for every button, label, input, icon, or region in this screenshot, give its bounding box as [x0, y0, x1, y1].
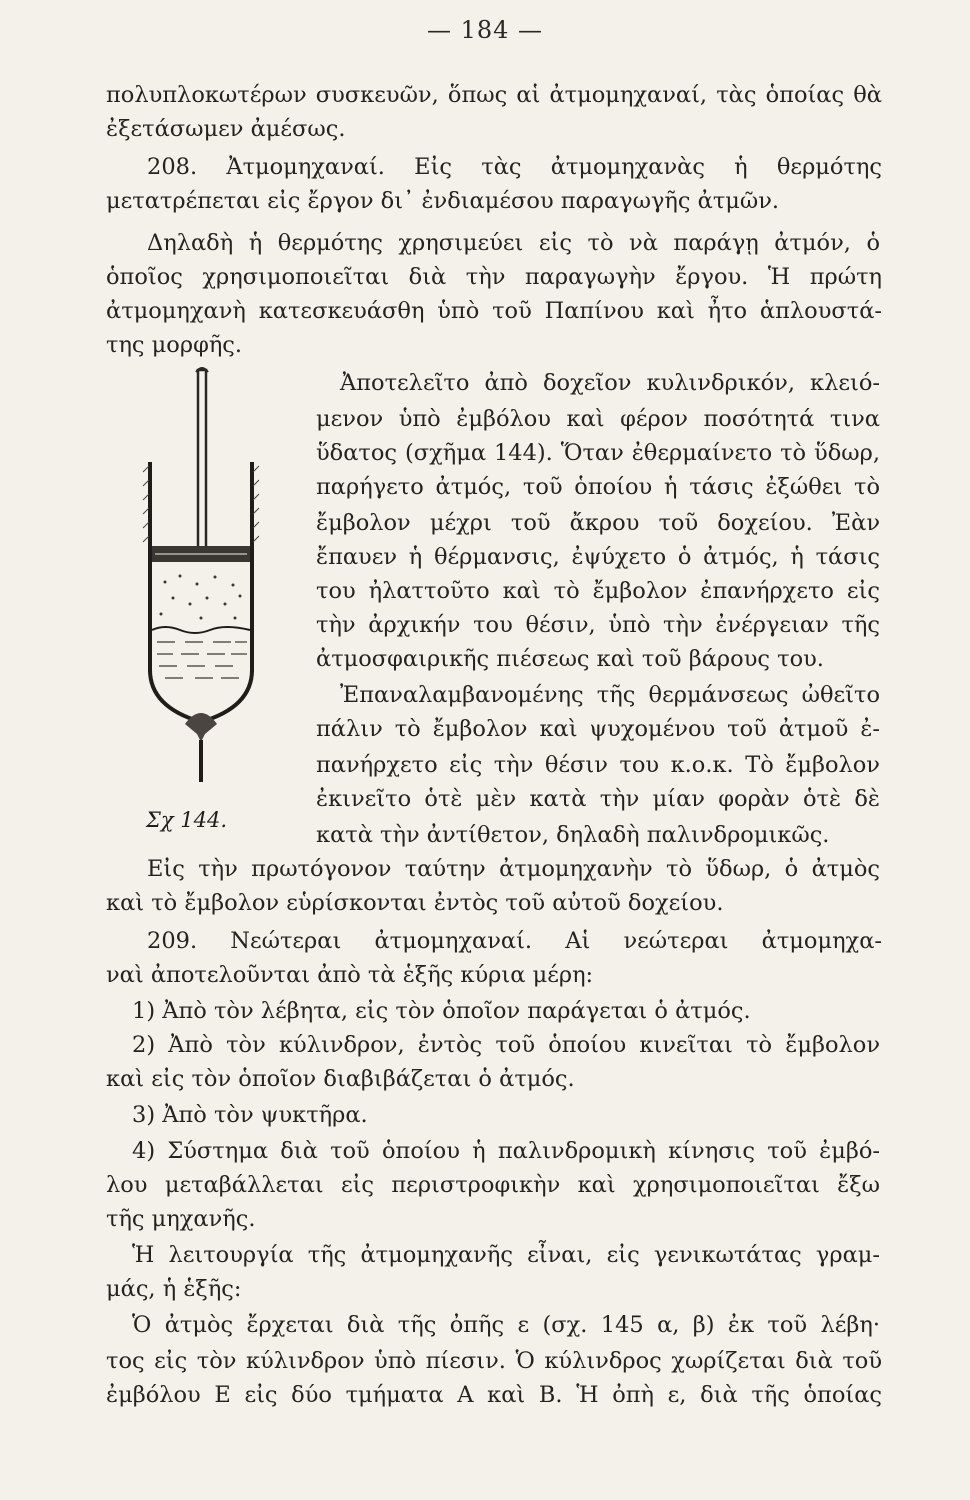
list-item: 3) Ἀπὸ τὸν ψυκτῆρα. [132, 1102, 368, 1128]
text-line: τὴν ἀρχικήν του θέσιν, ὑπὸ τὴν ἐνέργειαν τῆς [316, 612, 880, 638]
text-line: Ἐπαναλαμβανομένης τῆς θερμάνσεως ὠθεῖτο [340, 682, 880, 708]
text-line: πάλιν τὸ ἔμβολον καὶ ψυχομένου τοῦ ἀτμοῦ ἐ- [316, 716, 880, 742]
text-line: Ἀποτελεῖτο ἀπὸ δοχεῖον κυλινδρικόν, κλειό- [340, 370, 880, 396]
papin-cylinder-figure [135, 362, 265, 792]
list-item: 4) Σύστημα διὰ τοῦ ὁποίου ἡ παλινδρομικὴ κίνησις τοῦ ἐμβό- [132, 1138, 880, 1164]
text-line: Εἰς τὴν πρωτόγονον ταύτην ἀτμομηχανὴν τὸ ὕδωρ, ὁ ἀτμὸς [147, 856, 880, 882]
text-line: μενον ὑπὸ ἐμβόλου καὶ φέρον ποσότητά τινα [316, 406, 880, 432]
text-line: τος εἰς τὸν κύλινδρον ὑπὸ πίεσιν. Ὁ κύλινδρος χωρίζεται διὰ τοῦ [106, 1348, 882, 1374]
text-line: Ἡ λειτουργία τῆς ἀτμομηχανῆς εἶναι, εἰς γενικωτάτας γραμ- [132, 1242, 880, 1268]
text-line: ὕδατος (σχῆμα 144). Ὅταν ἐθερμαίνετο τὸ ὕδωρ, [316, 440, 880, 466]
text-line-italic-end: κατὰ τὴν ἀντίθετον, δηλαδὴ παλινδρομικῶς. [316, 822, 830, 848]
text-line: ἔπαυεν ἡ θέρμανσις, ἐψύχετο ὁ ἀτμός, ἡ τάσις [316, 544, 880, 570]
text-line: παρήγετο ἀτμός, τοῦ ὁποίου ἡ τάσις ἐξώθει τὸ [316, 474, 880, 500]
text-line: ἀτμοσφαιρικῆς πιέσεως καὶ τοῦ βάρους του. [316, 646, 824, 672]
text-line: λου μεταβάλλεται εἰς περιστροφικὴν καὶ χρησιμοποιεῖται ἔξω [106, 1172, 880, 1198]
text-line: του ἠλαττοῦτο καὶ τὸ ἔμβολον ἐπανήρχετο εἰς [316, 578, 880, 604]
text-line: ἐμβόλου Ε εἰς δύο τμήματα Α καὶ Β. Ἡ ὀπὴ ε, διὰ τῆς ὁποίας [106, 1382, 882, 1408]
page-number: — 184 — [426, 16, 544, 44]
steam-dots [160, 575, 242, 620]
water-surface [152, 627, 250, 633]
text-line: τῆς μηχανῆς. [106, 1206, 256, 1232]
figure-caption: Σχ 144. [146, 808, 228, 832]
text-line: ἐκινεῖτο ὁτὲ μὲν κατὰ τὴν μίαν φορὰν ὁτὲ δὲ [316, 786, 880, 812]
water-hatching [157, 642, 247, 678]
text-line: ἀτμομηχανὴ κατεσκευάσθη ὑπὸ τοῦ Παπίνου καὶ ἦτο ἁπλουστά- [106, 298, 882, 324]
text-line: πολυπλοκωτέρων συσκευῶν, ὅπως αἱ ἀτμομηχαναί, τὰς ὁποίας θὰ [106, 82, 882, 108]
text-line: της μορφῆς. [106, 332, 243, 358]
list-item: 2) Ἀπὸ τὸν κύλινδρον, ἐντὸς τοῦ ὁποίου κινεῖται τὸ ἔμβολον [132, 1032, 880, 1058]
text-line: Ὁ ἀτμὸς ἔρχεται διὰ τῆς ὀπῆς ε (σχ. 145 α, β) ἐκ τοῦ λέβη· [132, 1312, 880, 1338]
text-line: μάς, ἡ ἑξῆς: [106, 1276, 242, 1302]
text-line: Δηλαδὴ ἡ θερμότης χρησιμεύει εἰς τὸ νὰ παράγῃ ἀτμόν, ὁ [147, 230, 880, 256]
section-209-heading-line: 209. Νεώτεραι ἀτμομηχαναί. Αἱ νεώτεραι ἀτμομηχα- [147, 928, 882, 954]
text-line: ἔμβολον μέχρι τοῦ ἄκρου τοῦ δοχείου. Ἐὰν [316, 510, 880, 536]
text-line: καὶ τὸ ἔμβολον εὑρίσκονται ἐντὸς τοῦ αὐτοῦ δοχείου. [106, 890, 724, 916]
section-208-heading-line: 208. Ἀτμομηχαναί. Εἰς τὰς ἀτμομηχανὰς ἡ θερμότης [147, 154, 882, 180]
text-line: ἐξετάσωμεν ἀμέσως. [106, 116, 346, 142]
text-line: πανήρχετο εἰς τὴν θέσιν του κ.ο.κ. Τὸ ἔμβολον [316, 752, 880, 778]
text-line: καὶ εἰς τὸν ὁποῖον διαβιβάζεται ὁ ἀτμός. [106, 1066, 575, 1092]
list-item: 1) Ἀπὸ τὸν λέβητα, εἰς τὸν ὁποῖον παράγεται ὁ ἀτμός. [132, 998, 751, 1024]
text-line: ναὶ ἀποτελοῦνται ἀπὸ τὰ ἑξῆς κύρια μέρη: [106, 962, 594, 988]
text-line: ὁποῖος χρησιμοποιεῖται διὰ τὴν παραγωγὴν ἔργου. Ἡ πρώτη [106, 264, 882, 290]
text-line: μετατρέπεται εἰς ἔργον δι᾽ ἐνδιαμέσου παραγωγῆς ἀτμῶν. [106, 188, 780, 214]
piston-rod [198, 370, 206, 548]
